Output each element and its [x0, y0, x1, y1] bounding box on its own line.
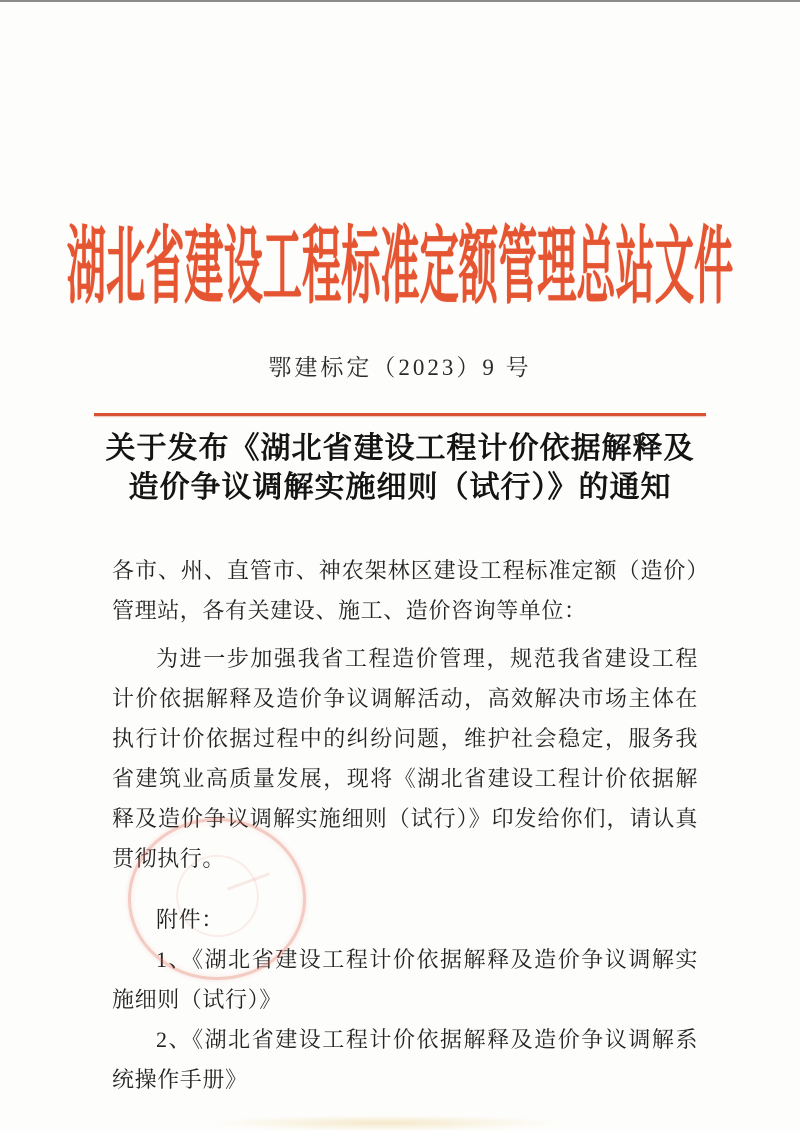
- body-paragraph: 为进一步加强我省工程造价管理，规范我省建设工程计价依据解释及造价争议调解活动，高效解决市场主体在执行计价依据过程中的纠纷问题，维护社会稳定，服务我省建筑业高质量发展，现将《湖北省建设工程计价依据解释及造价争议调解实施细则（试行）》印发给你们，请认真贯彻执行。: [112, 646, 698, 871]
- document-title: [0, 429, 800, 507]
- document-number: 鄂建标定（2023）9 号: [268, 355, 532, 380]
- document-title-line-1: 关于发布《湖北省建设工程计价依据解释及: [105, 432, 695, 465]
- attachment-item-2: 2、《湖北省建设工程计价依据解释及造价争议调解系统操作手册》: [112, 1027, 698, 1092]
- scan-smudge: [210, 1115, 560, 1131]
- document-title-line-2: 造价争议调解实施细则（试行）》的通知: [128, 471, 672, 504]
- attachments-label: 附件：: [156, 907, 224, 932]
- attachments-section: [112, 900, 698, 1100]
- red-divider-rule: [94, 413, 706, 416]
- salutation: 各市、州、直管市、神农架林区建设工程标准定额（造价）管理站，各有关建设、施工、造价咨询等单位：: [112, 558, 698, 623]
- attachment-item-1: 1、《湖北省建设工程计价依据解释及造价争议调解实施细则（试行）》: [112, 947, 698, 1012]
- scan-edge: [0, 0, 800, 2]
- letterhead-title: 湖北省建设工程标准定额管理总站文件: [66, 221, 734, 315]
- letterhead-banner: [0, 214, 800, 322]
- document-body: [112, 551, 698, 1100]
